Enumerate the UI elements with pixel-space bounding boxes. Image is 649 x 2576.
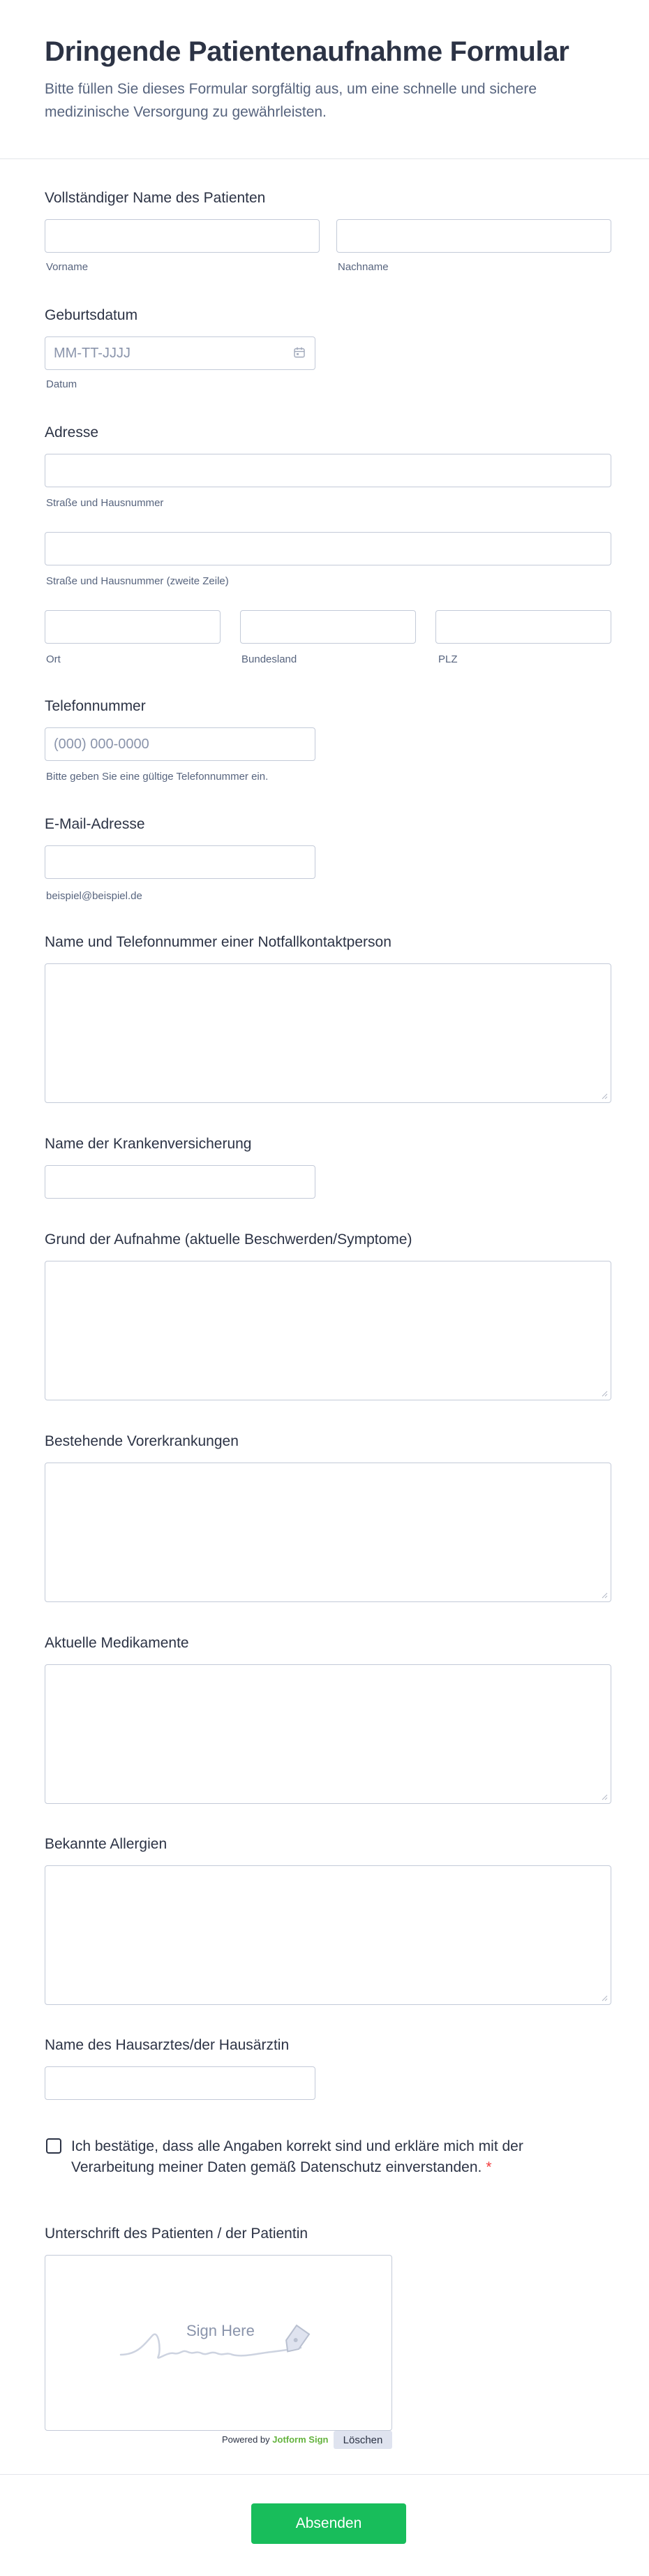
submit-button[interactable]: Absenden [251,2503,406,2544]
email-label: E-Mail-Adresse [45,816,145,832]
last-name-sublabel: Nachname [338,261,389,273]
zip-sublabel: PLZ [438,653,458,665]
required-mark: * [486,2159,492,2175]
footer-divider [0,2474,649,2475]
powered-by-text [222,2434,328,2445]
question-address [45,424,611,676]
reason-textarea[interactable] [45,1261,611,1400]
insurance-input[interactable] [45,1165,315,1199]
form-subtitle: Bitte füllen Sie dieses Formular sorgfältig aus, um eine schnelle und sichere medizinische Versorgung zu gewährleisten. [45,81,537,120]
email-sublabel: beispiel@beispiel.de [46,890,142,902]
resize-grip-icon[interactable] [601,1994,608,2001]
conditions-textarea[interactable] [45,1463,611,1602]
question-insurance [45,1136,611,1206]
allergies-label: Bekannte Allergien [45,1836,167,1852]
last-name-input[interactable] [336,219,611,253]
birth-date-sublabel: Datum [46,378,77,390]
resize-grip-icon[interactable] [601,1793,608,1800]
full-name-label: Vollständiger Name des Patienten [45,190,266,206]
reason-label: Grund der Aufnahme (aktuelle Beschwerden/Symptome) [45,1231,412,1248]
resize-grip-icon[interactable] [601,1592,608,1599]
allergies-textarea[interactable] [45,1865,611,2005]
medications-textarea[interactable] [45,1664,611,1804]
question-allergies [45,1836,611,2011]
insurance-label: Name der Krankenversicherung [45,1136,252,1152]
street2-input[interactable] [45,532,611,565]
email-input[interactable] [45,845,315,879]
birth-date-field [45,336,315,370]
state-sublabel: Bundesland [241,653,297,665]
birth-date-label: Geburtsdatum [45,307,138,323]
birth-date-input[interactable] [45,336,315,370]
question-full-name [45,190,611,281]
city-input[interactable] [45,610,221,644]
first-name-sublabel: Vorname [46,261,89,273]
first-name-input[interactable] [45,219,320,253]
question-emergency-contact [45,934,611,1109]
signature-label: Unterschrift des Patienten / der Patientin [45,2226,308,2242]
phone-input[interactable] [45,727,315,761]
clear-signature-button[interactable]: Löschen [334,2431,392,2449]
emergency-contact-label: Name und Telefonnummer einer Notfallkontaktperson [45,934,391,950]
form-header [0,0,649,159]
street-input[interactable] [45,454,611,487]
consent-label: Ich bestätige, dass alle Angaben korrekt sind und erkläre mich mit der Verarbeitung meiner Daten gemäß Datenschutz einverstanden. [71,2138,523,2175]
state-input[interactable] [240,610,416,644]
question-phone [45,698,611,789]
resize-grip-icon[interactable] [601,1093,608,1100]
question-birth-date [45,307,611,398]
address-label: Adresse [45,424,99,441]
question-signature [45,2226,611,2463]
phone-sublabel: Bitte geben Sie eine gültige Telefonnummer ein. [46,771,269,783]
question-conditions [45,1433,611,1608]
powered-by-prefix: Powered by [222,2434,270,2445]
consent-text [71,2136,602,2178]
form-title: Dringende Patientenaufnahme Formular [45,36,569,67]
medications-label: Aktuelle Medikamente [45,1635,189,1651]
sign-here-hint: Sign Here [186,2322,255,2339]
family-doctor-input[interactable] [45,2066,315,2100]
zip-input[interactable] [435,610,611,644]
conditions-label: Bestehende Vorerkrankungen [45,1433,239,1449]
question-family-doctor [45,2037,611,2107]
question-reason [45,1231,611,1406]
signature-pad[interactable] [45,2255,392,2431]
family-doctor-label: Name des Hausarztes/der Hausärztin [45,2037,290,2053]
street2-sublabel: Straße und Hausnummer (zweite Zeile) [46,575,229,587]
jotform-sign-brand: Jotform Sign [272,2434,329,2445]
question-email [45,816,611,907]
question-medications [45,1635,611,1809]
emergency-contact-textarea[interactable] [45,963,611,1103]
phone-label: Telefonnummer [45,698,146,714]
consent-checkbox[interactable] [46,2138,61,2154]
street-sublabel: Straße und Hausnummer [46,497,164,509]
city-sublabel: Ort [46,653,61,665]
resize-grip-icon[interactable] [601,1390,608,1397]
calendar-icon[interactable] [293,346,306,359]
question-consent [45,2136,611,2185]
